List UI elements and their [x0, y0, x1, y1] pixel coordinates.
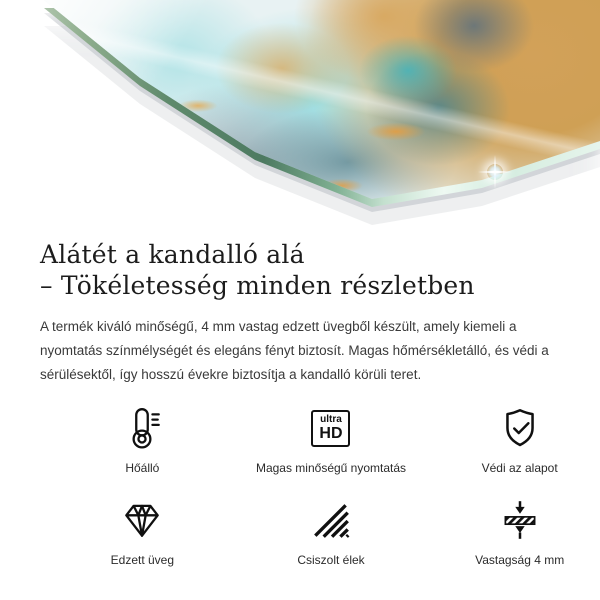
shield-check-icon — [425, 404, 600, 452]
page-title-line-1: Alátét a kandalló alá — [40, 240, 305, 269]
ultra-hd-badge-bottom: HD — [319, 424, 343, 442]
feature-protects-base — [425, 404, 600, 475]
feature-high-quality-print — [237, 404, 426, 475]
product-hero-image — [0, 0, 600, 233]
feature-label: Vastagság 4 mm — [475, 553, 565, 567]
feature-polished-edges — [237, 496, 426, 567]
feature-label: Csiszolt élek — [297, 553, 365, 567]
ultra-hd-icon — [311, 410, 350, 447]
product-text-section — [0, 233, 600, 567]
feature-tempered-glass — [48, 496, 237, 567]
feature-thickness — [425, 496, 600, 567]
thickness-icon — [425, 496, 600, 544]
feature-label: Edzett üveg — [110, 553, 175, 567]
page-title — [40, 239, 560, 301]
thermometer-icon — [48, 404, 237, 452]
glass-panel-marble-art — [0, 0, 600, 233]
product-description: A termék kiváló minőségű, 4 mm vastag edzett üvegből készült, amely kiemeli a nyomtatás színmélységét és elegáns fényt biztosít. Magas hőmérsékletálló, és védi a sérülésektől, így hosszú évekre biztosítja a kandalló körüli teret. — [40, 319, 549, 382]
page-title-line-2: – Tökéletesség minden részletben — [40, 271, 475, 300]
diamond-icon — [48, 496, 237, 544]
feature-heat-resistant — [48, 404, 237, 475]
feature-label: Védi az alapot — [481, 461, 558, 475]
polished-edges-icon — [237, 496, 426, 544]
feature-label: Magas minőségű nyomtatás — [255, 461, 407, 475]
feature-label: Hőálló — [125, 461, 160, 475]
ultra-hd-badge-top: ultra — [320, 413, 342, 425]
feature-grid — [48, 404, 600, 567]
